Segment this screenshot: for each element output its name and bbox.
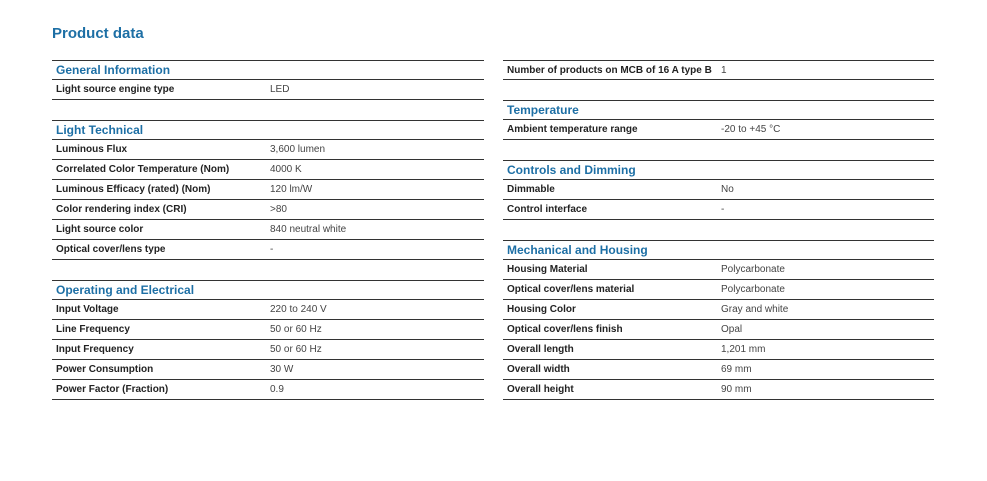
table-row [52,140,484,160]
row-label: Luminous Efficacy (rated) (Nom) [56,184,211,195]
table-row [52,200,484,220]
row-label: Power Factor (Fraction) [56,384,169,395]
table-row [503,180,934,200]
table-row [52,320,484,340]
table-row [503,300,934,320]
section-heading-general-information: General Information [52,60,484,80]
row-value: 3,600 lumen [270,144,326,155]
table-row [503,340,934,360]
row-label: Correlated Color Temperature (Nom) [56,164,230,175]
table-row [52,380,484,400]
table-row [52,340,484,360]
row-value: 120 lm/W [270,184,313,195]
row-label: Luminous Flux [56,144,128,155]
row-value: 90 mm [721,384,752,395]
row-value: 69 mm [721,364,752,375]
row-value: 840 neutral white [270,224,347,235]
row-label: Optical cover/lens type [56,244,166,255]
row-label: Color rendering index (CRI) [56,204,187,215]
row-value: - [721,204,725,215]
table-row [503,380,934,400]
row-label: Power Consumption [56,364,154,375]
row-label: Optical cover/lens material [507,284,635,295]
table-row [52,360,484,380]
row-value: No [721,184,734,195]
row-value: LED [270,84,290,95]
row-value: 50 or 60 Hz [270,344,322,355]
row-value: 1,201 mm [721,344,766,355]
row-value: 0.9 [270,384,284,395]
table-row [503,120,934,140]
section-heading-controls-dimming: Controls and Dimming [503,160,934,180]
row-value: 30 W [270,364,294,375]
row-label: Line Frequency [56,324,130,335]
row-label: Input Frequency [56,344,134,355]
row-value: 220 to 240 V [270,304,327,315]
row-value: Polycarbonate [721,264,785,275]
table-row [52,80,484,100]
section-heading-light-technical: Light Technical [52,120,484,140]
row-label: Optical cover/lens finish [507,324,623,335]
row-label: Input Voltage [56,304,119,315]
table-row [52,220,484,240]
row-value: >80 [270,204,287,215]
table-row [503,200,934,220]
row-label: Light source color [56,224,144,235]
row-label: Light source engine type [56,84,175,95]
row-value: Opal [721,324,743,335]
row-value: Gray and white [721,304,789,315]
table-row [52,300,484,320]
table-row [503,320,934,340]
row-label: Number of products on MCB of 16 A type B [507,65,712,76]
row-label: Housing Material [507,264,588,275]
row-label: Housing Color [507,304,576,315]
table-row [503,280,934,300]
table-row [503,60,934,80]
row-label: Overall height [507,384,574,395]
row-label: Overall width [507,364,570,375]
row-value: 4000 K [270,164,302,175]
table-row [52,180,484,200]
table-row [503,360,934,380]
table-row [503,260,934,280]
row-value: Polycarbonate [721,284,785,295]
page-title: Product data [52,25,144,42]
section-heading-temperature: Temperature [503,100,934,120]
table-row [52,240,484,260]
section-heading-mechanical-housing: Mechanical and Housing [503,240,934,260]
row-label: Overall length [507,344,574,355]
row-value: -20 to +45 °C [721,124,781,135]
section-heading-operating-electrical: Operating and Electrical [52,280,484,300]
row-value: 1 [721,65,727,76]
table-row [52,160,484,180]
row-value: 50 or 60 Hz [270,324,322,335]
row-label: Ambient temperature range [507,124,638,135]
right-column [503,60,934,400]
row-label: Dimmable [507,184,555,195]
left-column [52,60,484,400]
row-value: - [270,244,274,255]
row-label: Control interface [507,204,588,215]
